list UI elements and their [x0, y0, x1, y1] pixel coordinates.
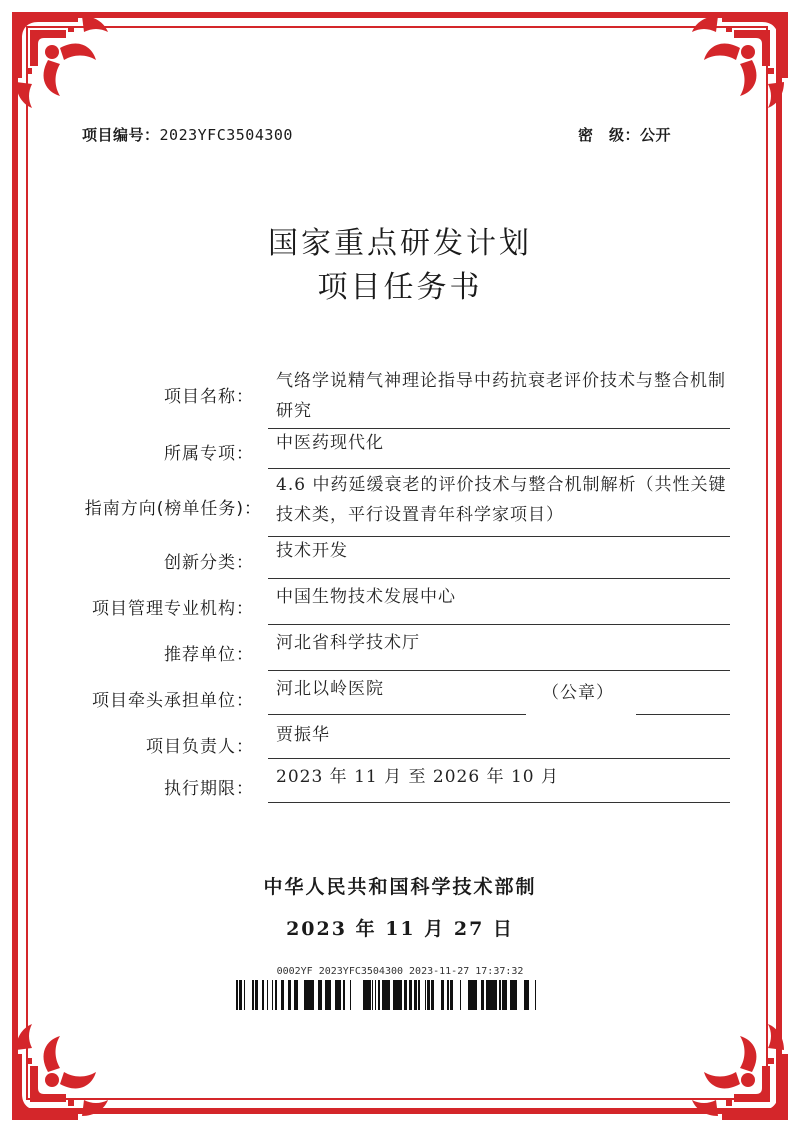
- underline: [268, 802, 730, 803]
- official-seal-label: （公章）: [542, 683, 614, 703]
- ornament-corner-icon: [8, 8, 128, 128]
- field-label: 项目名称：: [164, 387, 254, 407]
- ornament-corner-icon: [672, 1004, 792, 1124]
- field-value: 中国生物技术发展中心: [276, 587, 456, 607]
- barcode-icon: [236, 980, 536, 1010]
- underline: [268, 714, 526, 715]
- underline: [268, 758, 730, 759]
- field-value: 4.6 中药延缓衰老的评价技术与整合机制解析（共性关键技术类，平行设置青年科学家项目）: [276, 475, 727, 525]
- underline: [636, 714, 730, 715]
- field-value: 2023 年 11 月 至 2026 年 10 月: [276, 767, 560, 787]
- field-label: 项目负责人：: [146, 737, 254, 757]
- underline: [268, 624, 730, 625]
- field-label: 推荐单位：: [164, 645, 254, 665]
- document-subtitle: 项目任务书: [317, 270, 483, 305]
- field-label: 创新分类：: [164, 553, 254, 573]
- secrecy-level: 密 级：公开: [578, 126, 672, 144]
- project-number-value: 2023YFC3504300: [159, 126, 293, 144]
- document-title: 国家重点研发计划: [268, 226, 532, 261]
- issue-date: 2023 年 11 月 27 日: [286, 918, 514, 940]
- project-number-label: 项目编号：: [82, 126, 160, 144]
- underline: [268, 578, 730, 579]
- issuing-authority: 中华人民共和国科学技术部制: [263, 876, 537, 898]
- underline: [268, 468, 730, 469]
- field-label: 项目牵头承担单位：: [92, 691, 254, 711]
- field-label: 执行期限：: [164, 779, 254, 799]
- ornament-corner-icon: [672, 8, 792, 128]
- field-value: 河北以岭医院: [276, 679, 384, 699]
- field-value: 中医药现代化: [276, 433, 384, 453]
- field-label: 指南方向(榜单任务)：: [84, 499, 262, 519]
- field-label: 所属专项：: [164, 444, 254, 464]
- field-value: 贾振华: [276, 725, 330, 745]
- field-value: 河北省科学技术厅: [276, 633, 420, 653]
- project-number: [82, 124, 293, 145]
- ornament-corner-icon: [8, 1004, 128, 1124]
- underline: [268, 670, 730, 671]
- field-label: 项目管理专业机构：: [92, 599, 254, 619]
- field-value: 气络学说精气神理论指导中药抗衰老评价技术与整合机制研究: [276, 371, 726, 421]
- field-value: 技术开发: [276, 541, 348, 561]
- barcode-caption: 0002YF 2023YFC3504300 2023-11-27 17:37:32: [276, 966, 524, 977]
